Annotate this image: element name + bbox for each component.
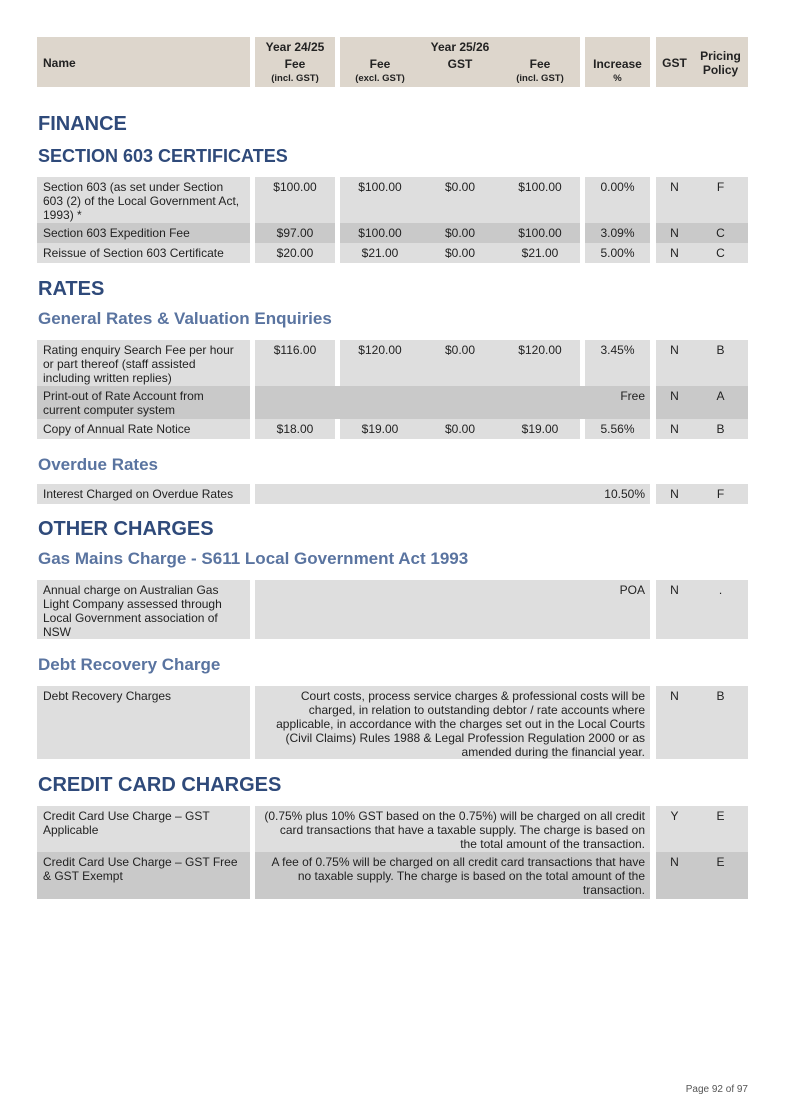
row-fee-prev: $97.00 (255, 223, 335, 243)
subsection-title-general-rates: General Rates & Valuation Enquiries (38, 309, 332, 328)
fee-excl-label: Fee (369, 57, 391, 71)
col-year-next-header (340, 37, 580, 87)
row-gst-flag: N (656, 686, 693, 759)
row-name: Section 603 (as set under Section 603 (2) of the Local Government Act, 1993) * (37, 177, 250, 223)
row-fee-excl: $19.00 (340, 419, 420, 439)
row-name: Credit Card Use Charge – GST Applicable (37, 806, 250, 852)
row-name: Annual charge on Australian Gas Light Company assessed through Local Government association of NSW (37, 580, 250, 639)
row-gst-flag: N (656, 177, 693, 223)
fee-incl-label: Fee (529, 57, 551, 71)
row-fee-incl: $100.00 (500, 177, 580, 223)
col-fee-prev-header (255, 37, 335, 87)
row-value: POA (255, 580, 650, 639)
row-fee-incl: $120.00 (500, 340, 580, 386)
row-policy: B (693, 419, 748, 439)
row-fee-excl: $21.00 (340, 243, 420, 263)
row-policy: C (693, 223, 748, 243)
year-prev-label: Year 24/25 (265, 40, 325, 54)
row-name: Rating enquiry Search Fee per hour or part thereof (staff assisted including written replies) (37, 340, 250, 386)
row-name: Debt Recovery Charges (37, 686, 250, 759)
subsection-title-gas-mains: Gas Mains Charge - S611 Local Government Act 1993 (38, 549, 469, 568)
row-gst: $0.00 (420, 223, 500, 243)
row-policy: E (693, 852, 748, 899)
section-title-finance: FINANCE (38, 113, 127, 135)
row-increase: 3.45% (585, 340, 650, 386)
row-value: A fee of 0.75% will be charged on all credit card transactions that have no taxable supply. The charge is based on the total amount of the transaction. (255, 852, 650, 899)
pricing-label: Pricing (700, 49, 741, 63)
policy-label: Policy (702, 63, 739, 77)
table-row (37, 806, 748, 852)
row-fee-prev: $100.00 (255, 177, 335, 223)
row-gst-flag: Y (656, 806, 693, 852)
col-pricing-policy-header (693, 37, 748, 87)
row-fee-prev: $116.00 (255, 340, 335, 386)
col-gst-header (656, 37, 693, 87)
percent-label: % (613, 73, 622, 84)
col-name-header (37, 37, 250, 87)
table-header (37, 37, 748, 87)
row-gst-flag: N (656, 852, 693, 899)
row-fee-incl: $19.00 (500, 419, 580, 439)
row-name: Copy of Annual Rate Notice (37, 419, 250, 439)
row-fee-excl: $100.00 (340, 223, 420, 243)
subsection-title-s603: SECTION 603 CERTIFICATES (38, 146, 288, 166)
row-gst-flag: N (656, 484, 693, 504)
row-fee-prev: $20.00 (255, 243, 335, 263)
row-fee-incl: $100.00 (500, 223, 580, 243)
row-increase: 5.56% (585, 419, 650, 439)
table-row (37, 177, 748, 223)
section-title-rates: RATES (38, 278, 105, 300)
row-name: Section 603 Expedition Fee (37, 223, 250, 243)
row-policy: B (693, 340, 748, 386)
table-row (37, 580, 748, 639)
row-gst: $0.00 (420, 177, 500, 223)
row-policy: A (693, 386, 748, 419)
row-value: Free (255, 386, 650, 419)
incl-gst-label: (incl. GST) (271, 73, 319, 84)
col-name-label: Name (43, 56, 76, 70)
row-fee-incl: $21.00 (500, 243, 580, 263)
increase-label: Increase (593, 57, 642, 71)
row-fee-excl: $120.00 (340, 340, 420, 386)
table-row (37, 243, 748, 263)
table-row (37, 340, 748, 386)
row-policy: B (693, 686, 748, 759)
row-value: (0.75% plus 10% GST based on the 0.75%) will be charged on all credit card transactions that have a taxable supply. The charge is based on the total amount of the transaction. (255, 806, 650, 852)
row-policy: E (693, 806, 748, 852)
row-policy: F (693, 177, 748, 223)
row-gst-flag: N (656, 419, 693, 439)
table-row (37, 223, 748, 243)
row-gst-flag: N (656, 386, 693, 419)
row-policy: . (693, 580, 748, 639)
table-row (37, 686, 748, 759)
row-name: Interest Charged on Overdue Rates (37, 484, 250, 504)
section-title-other-charges: OTHER CHARGES (38, 518, 214, 540)
subsection-title-debt-recovery: Debt Recovery Charge (38, 655, 221, 674)
row-name: Print-out of Rate Account from current computer system (37, 386, 250, 419)
row-increase: 5.00% (585, 243, 650, 263)
excl-gst-label: (excl. GST) (355, 73, 405, 84)
subsection-title-overdue-rates: Overdue Rates (38, 455, 158, 474)
row-gst: $0.00 (420, 340, 500, 386)
row-name: Credit Card Use Charge – GST Free & GST Exempt (37, 852, 250, 899)
row-value: 10.50% (255, 484, 650, 504)
table-row (37, 852, 748, 899)
row-fee-excl: $100.00 (340, 177, 420, 223)
incl-gst-label-2: (incl. GST) (516, 73, 564, 84)
row-policy: C (693, 243, 748, 263)
gst-amount-label: GST (447, 57, 473, 71)
table-row (37, 386, 748, 419)
row-increase: 0.00% (585, 177, 650, 223)
row-name: Reissue of Section 603 Certificate (37, 243, 250, 263)
row-gst-flag: N (656, 223, 693, 243)
row-value: Court costs, process service charges & professional costs will be charged, in relation to outstanding debtor / rate accounts where applicable, in accordance with the charges set out in the Local Courts (Civil Claims) Rules 1988 & Legal Profession Regulation 2000 or as amended during the financial year. (255, 686, 650, 759)
year-next-label: Year 25/26 (430, 40, 490, 54)
row-policy: F (693, 484, 748, 504)
row-gst-flag: N (656, 243, 693, 263)
fee-label: Fee (284, 57, 306, 71)
page-number: Page 92 of 97 (685, 1084, 748, 1095)
table-row (37, 484, 748, 504)
table-row (37, 419, 748, 439)
row-increase: 3.09% (585, 223, 650, 243)
col-increase-header (585, 37, 650, 87)
row-gst-flag: N (656, 340, 693, 386)
row-gst: $0.00 (420, 419, 500, 439)
row-gst: $0.00 (420, 243, 500, 263)
section-title-credit-card-charges: CREDIT CARD CHARGES (38, 774, 282, 796)
row-gst-flag: N (656, 580, 693, 639)
gst-flag-label: GST (662, 56, 687, 70)
row-fee-prev: $18.00 (255, 419, 335, 439)
